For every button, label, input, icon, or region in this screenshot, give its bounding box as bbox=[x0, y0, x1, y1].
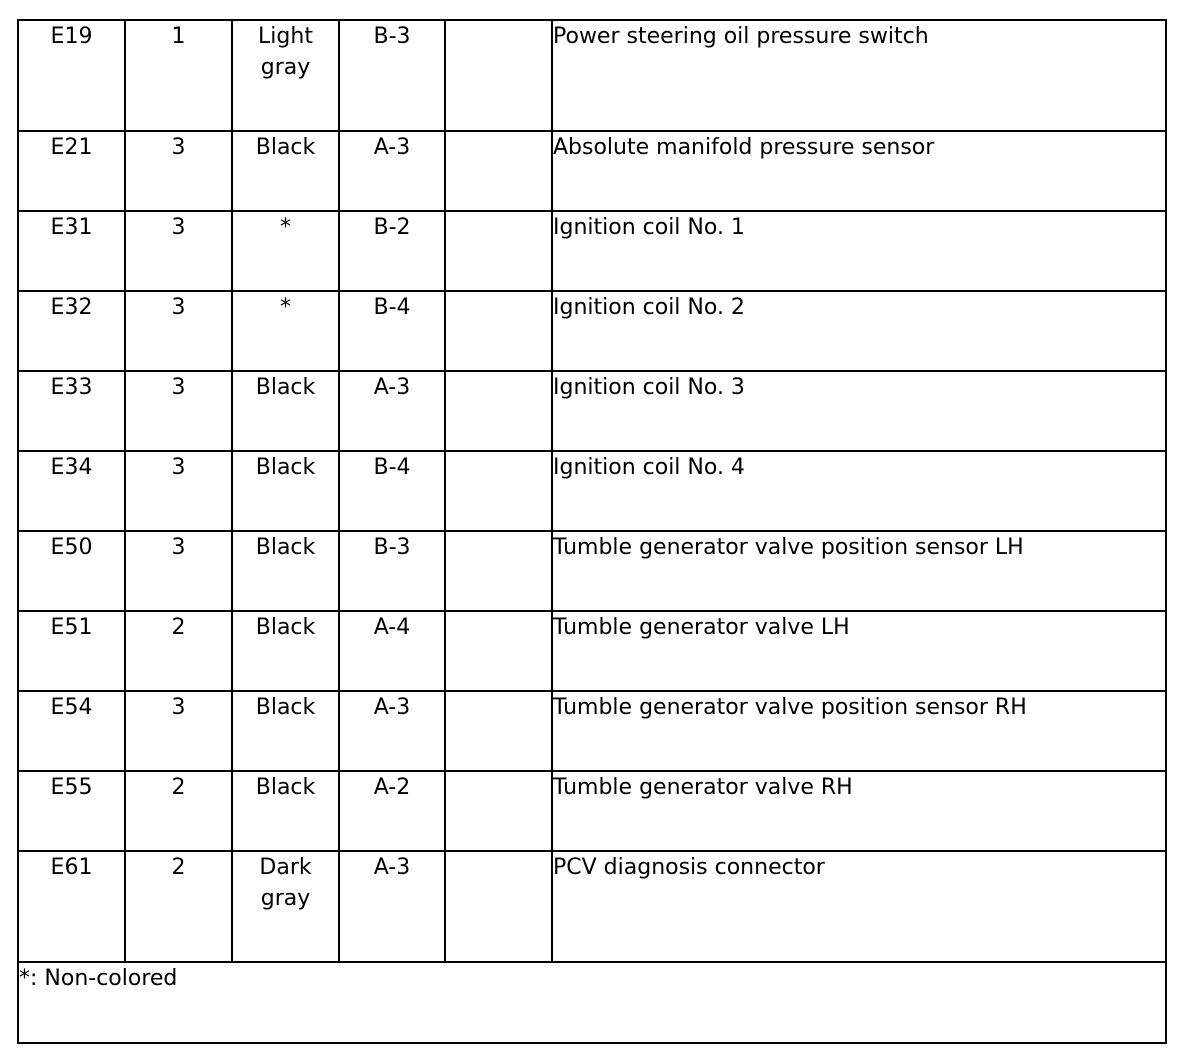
extra-cell bbox=[445, 531, 552, 611]
connector-table bbox=[17, 19, 1167, 1044]
extra-cell bbox=[445, 131, 552, 211]
extra-cell bbox=[445, 451, 552, 531]
grid-location: A-3 bbox=[339, 371, 445, 451]
connector-code: E32 bbox=[18, 291, 125, 371]
pin-count: 3 bbox=[125, 291, 232, 371]
connector-description: Ignition coil No. 4 bbox=[552, 451, 1166, 531]
table-row bbox=[18, 851, 1166, 962]
table-row bbox=[18, 531, 1166, 611]
connector-description: Ignition coil No. 3 bbox=[552, 371, 1166, 451]
connector-code: E50 bbox=[18, 531, 125, 611]
connector-color: Black bbox=[232, 691, 339, 771]
pin-count: 3 bbox=[125, 211, 232, 291]
connector-code: E51 bbox=[18, 611, 125, 691]
extra-cell bbox=[445, 691, 552, 771]
connector-color bbox=[232, 20, 339, 131]
pin-count: 3 bbox=[125, 371, 232, 451]
pin-count: 2 bbox=[125, 851, 232, 962]
connector-description: PCV diagnosis connector bbox=[552, 851, 1166, 962]
color-line: Dark bbox=[259, 855, 312, 880]
extra-cell bbox=[445, 851, 552, 962]
connector-color: Black bbox=[232, 371, 339, 451]
connector-color: Black bbox=[232, 131, 339, 211]
grid-location: A-3 bbox=[339, 691, 445, 771]
grid-location: B-3 bbox=[339, 20, 445, 131]
pin-count: 2 bbox=[125, 611, 232, 691]
connector-description: Ignition coil No. 2 bbox=[552, 291, 1166, 371]
grid-location: B-2 bbox=[339, 211, 445, 291]
connector-description: Tumble generator valve position sensor RH bbox=[552, 691, 1166, 771]
grid-location: A-3 bbox=[339, 131, 445, 211]
table-row bbox=[18, 211, 1166, 291]
pin-count: 3 bbox=[125, 451, 232, 531]
connector-code: E34 bbox=[18, 451, 125, 531]
connector-description: Absolute manifold pressure sensor bbox=[552, 131, 1166, 211]
connector-color: * bbox=[232, 211, 339, 291]
connector-description: Tumble generator valve LH bbox=[552, 611, 1166, 691]
grid-location: A-4 bbox=[339, 611, 445, 691]
color-line: gray bbox=[260, 55, 311, 80]
extra-cell bbox=[445, 20, 552, 131]
connector-color: Black bbox=[232, 451, 339, 531]
connector-description: Tumble generator valve position sensor LH bbox=[552, 531, 1166, 611]
connector-color: Black bbox=[232, 531, 339, 611]
connector-code: E21 bbox=[18, 131, 125, 211]
grid-location: A-3 bbox=[339, 851, 445, 962]
connector-color: Black bbox=[232, 771, 339, 851]
table-row bbox=[18, 611, 1166, 691]
extra-cell bbox=[445, 371, 552, 451]
table-row bbox=[18, 691, 1166, 771]
pin-count: 3 bbox=[125, 531, 232, 611]
extra-cell bbox=[445, 771, 552, 851]
grid-location: B-4 bbox=[339, 291, 445, 371]
pin-count: 1 bbox=[125, 20, 232, 131]
connector-code: E61 bbox=[18, 851, 125, 962]
connector-color bbox=[232, 851, 339, 962]
table-row bbox=[18, 771, 1166, 851]
table-row bbox=[18, 20, 1166, 131]
connector-code: E55 bbox=[18, 771, 125, 851]
pin-count: 3 bbox=[125, 131, 232, 211]
connector-color: Black bbox=[232, 611, 339, 691]
table-row bbox=[18, 291, 1166, 371]
connector-description: Ignition coil No. 1 bbox=[552, 211, 1166, 291]
extra-cell bbox=[445, 611, 552, 691]
extra-cell bbox=[445, 291, 552, 371]
color-line: Light bbox=[258, 24, 313, 49]
pin-count: 3 bbox=[125, 691, 232, 771]
grid-location: B-4 bbox=[339, 451, 445, 531]
pin-count: 2 bbox=[125, 771, 232, 851]
connector-code: E33 bbox=[18, 371, 125, 451]
connector-description: Power steering oil pressure switch bbox=[552, 20, 1166, 131]
color-line: gray bbox=[260, 886, 311, 911]
grid-location: A-2 bbox=[339, 771, 445, 851]
connector-code: E54 bbox=[18, 691, 125, 771]
connector-color: * bbox=[232, 291, 339, 371]
footnote: *: Non-colored bbox=[18, 962, 1166, 1043]
table-row bbox=[18, 451, 1166, 531]
table-row bbox=[18, 371, 1166, 451]
footnote-row bbox=[18, 962, 1166, 1043]
grid-location: B-3 bbox=[339, 531, 445, 611]
table-row bbox=[18, 131, 1166, 211]
connector-code: E19 bbox=[18, 20, 125, 131]
connector-description: Tumble generator valve RH bbox=[552, 771, 1166, 851]
extra-cell bbox=[445, 211, 552, 291]
connector-code: E31 bbox=[18, 211, 125, 291]
